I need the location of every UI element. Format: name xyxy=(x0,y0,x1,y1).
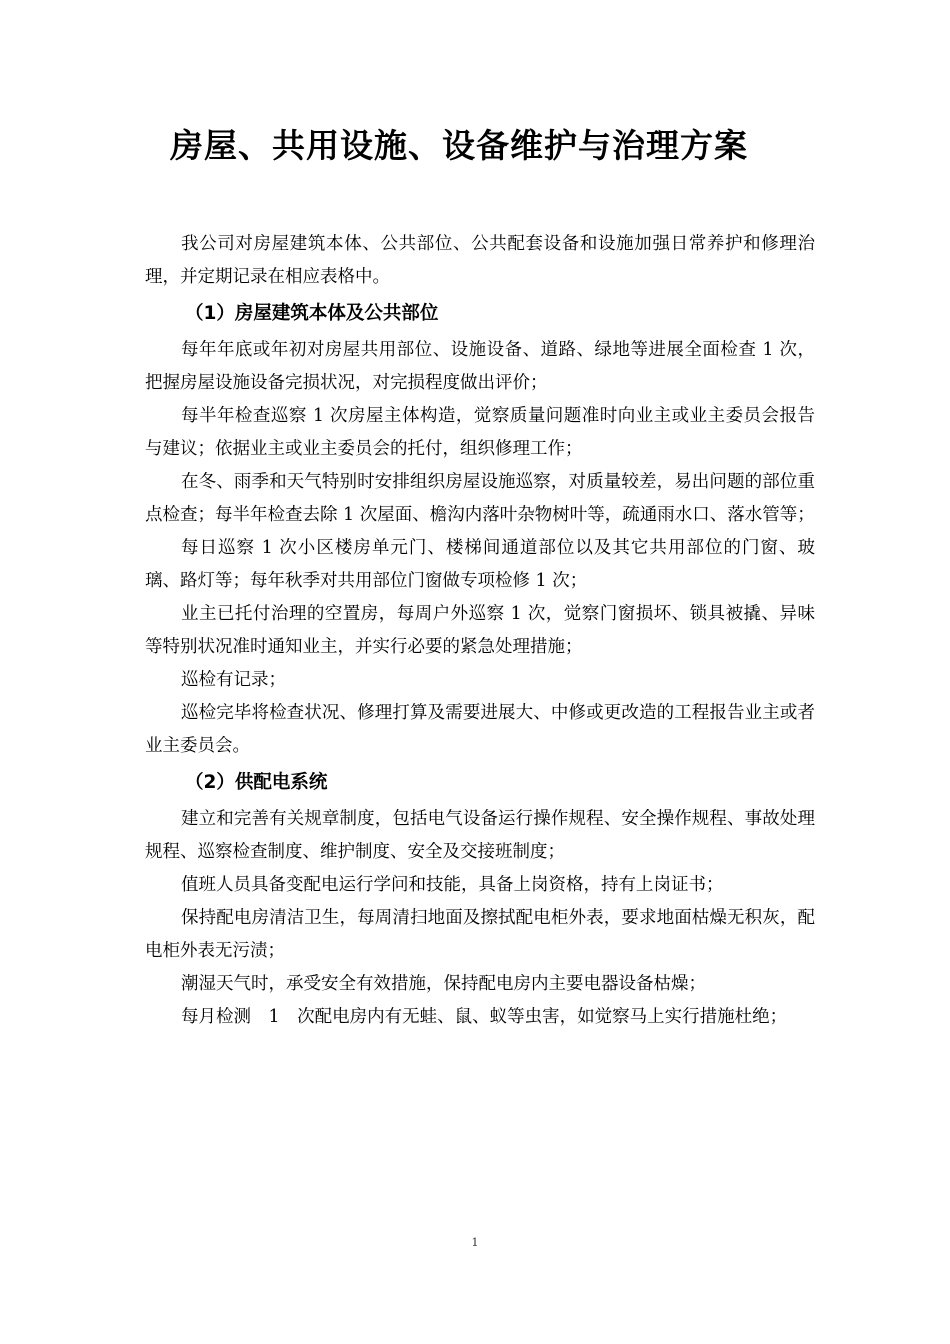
paragraph: 每年年底或年初对房屋共用部位、设施设备、道路、绿地等进展全面检查 1 次，把握房屋设施设备完损状况，对完损程度做出评价； xyxy=(145,340,815,393)
paragraph: 每月检测 1 次配电房内有无蛙、鼠、蚁等虫害，如觉察马上实行措施杜绝； xyxy=(181,1007,788,1027)
paragraph: 潮湿天气时，承受安全有效措施，保持配电房内主要电器设备枯燥； xyxy=(181,974,706,994)
paragraph: 建立和完善有关规章制度，包括电气设备运行操作规程、安全操作规程、事故处理规程、巡察检查制度、维护制度、安全及交接班制度； xyxy=(145,809,815,862)
paragraph: 每半年检查巡察 1 次房屋主体构造，觉察质量问题准时向业主或业主委员会报告与建议；依据业主或业主委员会的托付，组织修理工作； xyxy=(145,406,815,459)
paragraph: 每日巡察 1 次小区楼房单元门、楼梯间通道部位以及其它共用部位的门窗、玻璃、路灯等；每年秋季对共用部位门窗做专项检修 1 次； xyxy=(145,538,815,591)
paragraph: 业主已托付治理的空置房，每周户外巡察 1 次，觉察门窗损坏、锁具被撬、异味等特别状况准时通知业主，并实行必要的紧急处理措施； xyxy=(145,604,815,657)
section-heading: （2）供配电系统 xyxy=(185,772,328,793)
paragraph: 巡检有记录； xyxy=(181,670,286,690)
intro-paragraph: 我公司对房屋建筑本体、公共部位、公共配套设备和设施加强日常养护和修理治理，并定期记录在相应表格中。 xyxy=(145,234,815,287)
paragraph: 在冬、雨季和天气特别时安排组织房屋设施巡察，对质量较差，易出问题的部位重点检查；每半年检查去除 1 次屋面、檐沟内落叶杂物树叶等，疏通雨水口、落水管等； xyxy=(145,472,815,525)
section-heading: （1）房屋建筑本体及公共部位 xyxy=(185,303,439,324)
paragraph: 保持配电房清洁卫生，每周清扫地面及擦拭配电柜外表，要求地面枯燥无积灰，配电柜外表无污渍； xyxy=(145,908,815,961)
section-building xyxy=(145,294,815,763)
paragraph: 值班人员具备变配电运行学问和技能，具备上岗资格，持有上岗证书； xyxy=(181,875,724,895)
document-body xyxy=(145,228,815,1034)
document-title: 房屋、共用设施、设备维护与治理方案 xyxy=(170,126,748,165)
page-number: 1 xyxy=(471,1236,479,1249)
section-power-supply xyxy=(145,763,815,1034)
paragraph: 巡检完毕将检查状况、修理打算及需要进展大、中修或更改造的工程报告业主或者业主委员会。 xyxy=(145,703,815,756)
